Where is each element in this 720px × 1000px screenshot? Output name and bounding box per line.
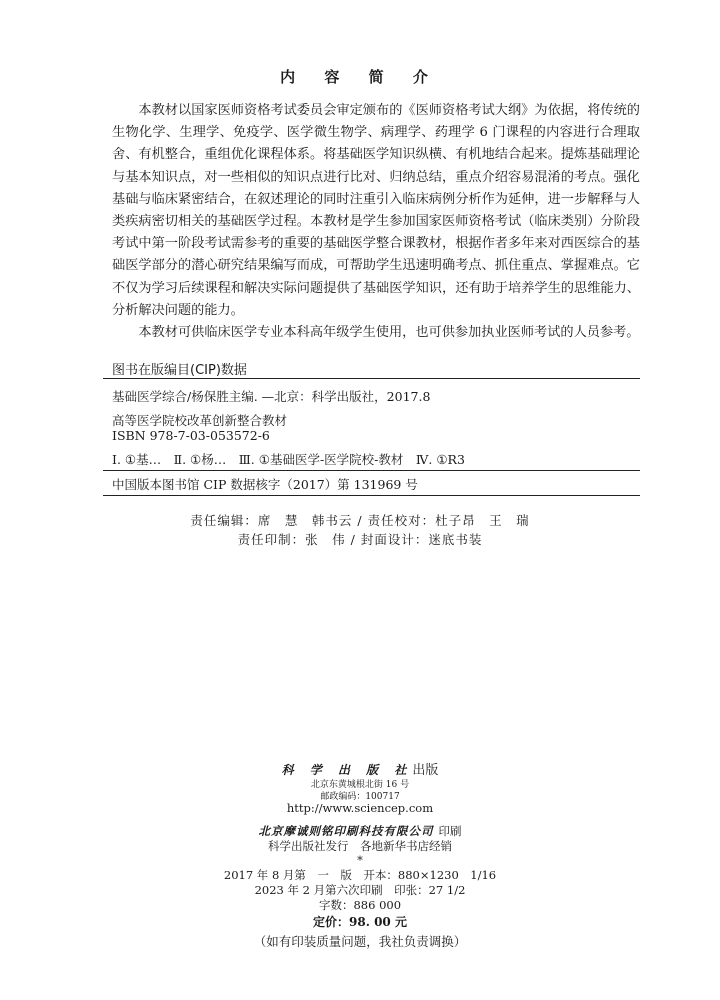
content-introduction	[112, 100, 640, 344]
cip-line-1: 基础医学综合/杨保胜主编. —北京：科学出版社，2017.8	[112, 389, 431, 404]
printer-name: 北京摩诚则铭印刷科技有限公司	[258, 824, 434, 838]
publisher-name-suffix: 出版	[412, 763, 439, 778]
intro-paragraph-1: 本教材以国家医师资格考试委员会审定颁布的《医师资格考试大纲》为依据，将传统的生物化学、生理学、免疫学、医学微生物学、病理学、药理学 6 门课程的内容进行合理取舍、有机整合，重组优化课程体系。将基础医学知识纵横、有机地结合起来。提炼基础理论与基本知识点，对一些相似的知识点进行比对、归纳总结，重点介绍容易混淆的考点。强化基础与临床紧密结合，在叙述理论的同时注重引入临床病例分析作为延伸，进一步解释与人类疾病密切相关的基础医学过程。本教材是学生参加国家医师资格考试（临床类别）分阶段考试中第一阶段考试需参考的重要的基础医学整合课教材，根据作者多年来对西医综合的基础医学部分的潜心研究结果编写而成，可帮助学生迅速明确考点、抓住重点、掌握难点。它不仅为学习后续课程和解决实际问题提供了基础医学知识，还有助于培养学生的思维能力、分析解决问题的能力。	[112, 103, 640, 318]
cip-heading: 图书在版编目(CIP)数据	[112, 363, 247, 378]
credits-line-1: 责任编辑：席 慧 韩书云 / 责任校对：杜子昂 王 瑞	[190, 513, 530, 528]
word-count: 字数：886 000	[318, 898, 402, 912]
publisher-seal-text: 科 学 出 版 社	[281, 763, 413, 777]
price: 定价：98. 00 元	[313, 915, 407, 929]
printer-suffix: 印刷	[438, 824, 462, 838]
cip-line-4: Ⅰ. ①基… Ⅱ. ①杨… Ⅲ. ①基础医学-医学院校-教材 Ⅳ. ①R3	[112, 452, 465, 467]
publisher-website: http://www.sciencep.com	[286, 801, 434, 815]
cip-bottom-rule	[103, 495, 640, 496]
cip-top-rule	[103, 378, 640, 379]
cip-line-3: ISBN 978-7-03-053572-6	[112, 428, 270, 443]
edition-line-2: 2023 年 2 月第六次印刷 印张：27 1/2	[254, 883, 466, 897]
intro-paragraph-2: 本教材可供临床医学专业本科高年级学生使用，也可供参加执业医师考试的人员参考。	[138, 325, 640, 341]
printer-line	[0, 820, 720, 839]
cip-line-5: 中国版本图书馆 CIP 数据核字（2017）第 131969 号	[112, 477, 418, 492]
cip-line-2: 高等医学院校改革创新整合教材	[112, 413, 288, 428]
edition-line-1: 2017 年 8 月第 一 版 开本：880×1230 1/16	[223, 868, 497, 882]
publisher-name	[0, 759, 720, 778]
credits-line-2: 责任印制：张 伟 / 封面设计：迷底书装	[237, 532, 483, 547]
cip-middle-rule	[103, 470, 640, 471]
publisher-address: 北京东黄城根北街 16 号	[310, 780, 410, 790]
distribution-line: 科学出版社发行 各地新华书店经销	[268, 839, 452, 853]
separator-star: *	[357, 853, 363, 867]
publisher-postcode: 邮政编码：100717	[320, 792, 400, 802]
quality-note: （如有印装质量问题，我社负责调换）	[253, 934, 467, 949]
page-title: 内 容 简 介	[280, 68, 440, 86]
